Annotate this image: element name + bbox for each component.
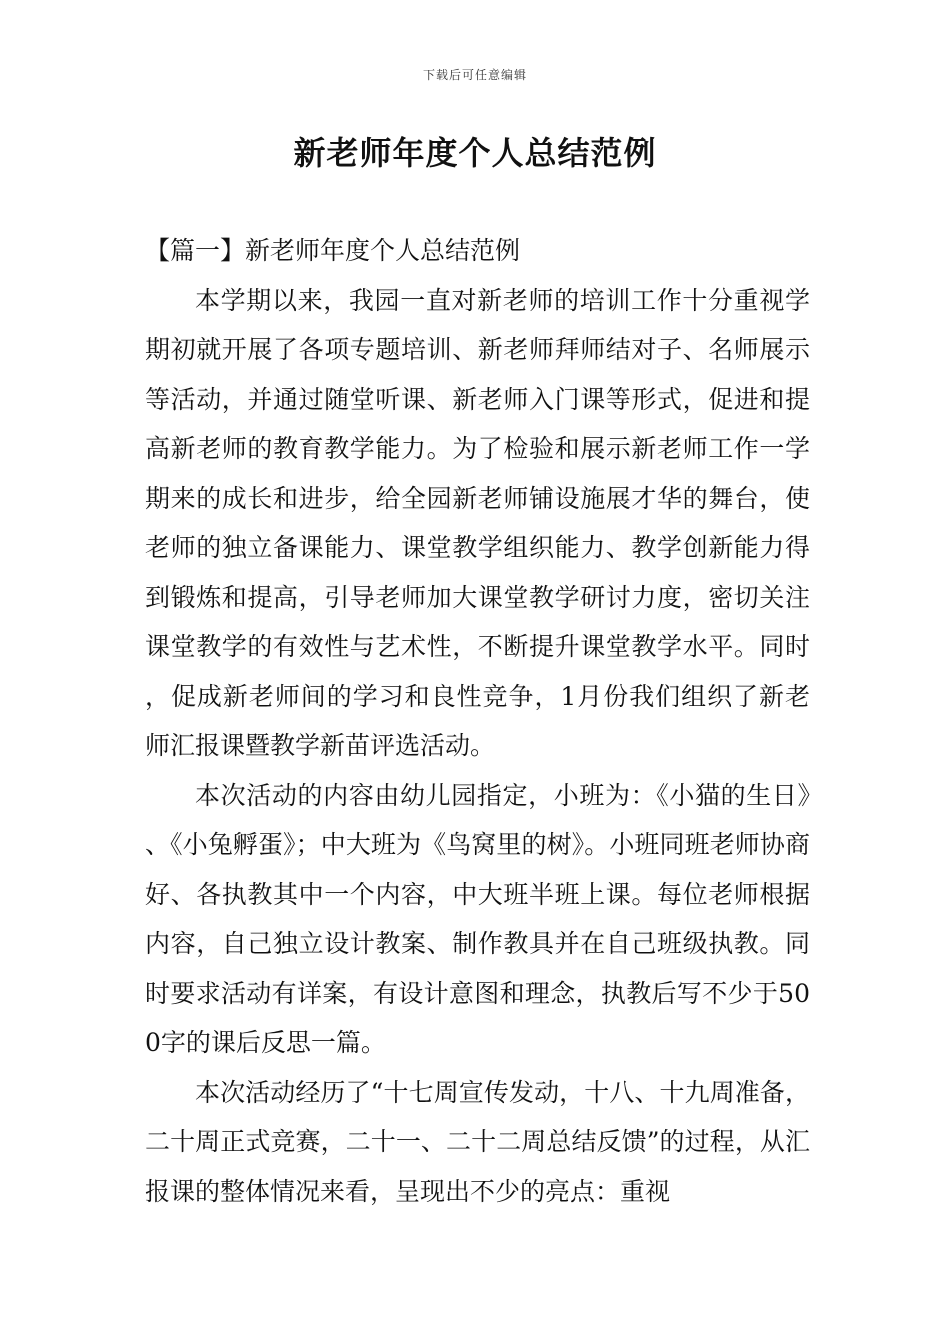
section-heading: 【篇一】新老师年度个人总结范例 [145,236,521,265]
document-body [145,226,810,1216]
document-title: 新老师年度个人总结范例 [293,134,657,172]
paragraph-1: 本学期以来，我园一直对新老师的培训工作十分重视学期初就开展了各项专题培训、新老师拜师结对子、名师展示等活动，并通过随堂听课、新老师入门课等形式，促进和提高新老师的教育教学能力。为了检验和展示新老师工作一学期来的成长和进步，给全园新老师铺设施展才华的舞台，使老师的独立备课能力、课堂教学组织能力、教学创新能力得到锻炼和提高，引导老师加大课堂教学研讨力度，密切关注课堂教学的有效性与艺术性，不断提升课堂教学水平。同时，促成新老师间的学习和良性竞争，1月份我们组织了新老师汇报课暨教学新苗评选活动。 [145,285,810,760]
header-note: 下载后可任意编辑 [422,68,527,82]
paragraph-3: 本次活动经历了“十七周宣传发动，十八、十九周准备，二十周正式竞赛，二十一、二十二周总结反馈”的过程，从汇报课的整体情况来看，呈现出不少的亮点：重视 [145,1077,810,1206]
paragraph-2: 本次活动的内容由幼儿园指定，小班为：《小猫的生日》、《小兔孵蛋》；中大班为《鸟窝里的树》。小班同班老师协商好、各执教其中一个内容，中大班半班上课。每位老师根据内容，自己独立设计教案、制作教具并在自己班级执教。同时要求活动有详案，有设计意图和理念，执教后写不少于500字的课后反思一篇。 [145,780,810,1057]
